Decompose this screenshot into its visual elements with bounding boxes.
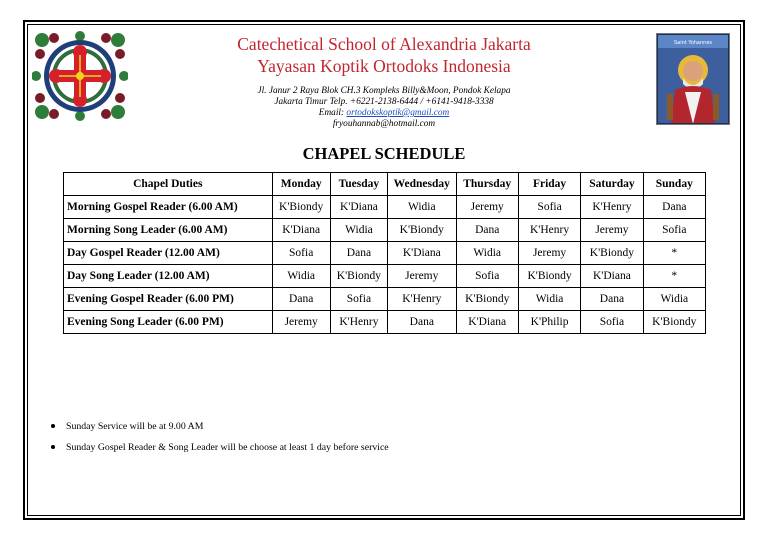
table-row [64, 288, 706, 311]
duty-cell: Evening Gospel Reader (6.00 PM) [64, 288, 273, 311]
table-row [64, 196, 706, 219]
duty-cell: Day Song Leader (12.00 AM) [64, 265, 273, 288]
foundation-name: Yayasan Koptik Ortodoks Indonesia [257, 56, 511, 76]
duty-cell: Evening Song Leader (6.00 PM) [64, 311, 273, 334]
table-cell: K'Biondy [581, 242, 643, 265]
table-cell: K'Biondy [643, 311, 705, 334]
table-row [64, 219, 706, 242]
table-cell: Dana [272, 288, 330, 311]
email-link[interactable]: ortodokskoptik@gmail.com [346, 108, 450, 118]
table-cell: Sofia [518, 196, 580, 219]
email-label: Email: [318, 108, 345, 118]
column-header: Thursday [456, 173, 518, 196]
table-cell: K'Biondy [388, 219, 456, 242]
table-cell: Widia [272, 265, 330, 288]
table-cell: K'Henry [388, 288, 456, 311]
table-cell: Dana [456, 219, 518, 242]
column-header: Sunday [643, 173, 705, 196]
table-cell: K'Philip [518, 311, 580, 334]
duty-cell: Morning Song Leader (6.00 AM) [64, 219, 273, 242]
table-cell: Widia [456, 242, 518, 265]
table-header-row [64, 173, 706, 196]
column-header: Tuesday [330, 173, 387, 196]
table-cell: Dana [330, 242, 387, 265]
table-cell: K'Diana [456, 311, 518, 334]
table-cell: Jeremy [456, 196, 518, 219]
table-cell: Sofia [330, 288, 387, 311]
table-cell: Dana [581, 288, 643, 311]
document-title: CHAPEL SCHEDULE [302, 144, 466, 163]
list-item [47, 442, 389, 453]
bullet-icon [51, 445, 55, 449]
saint-portrait-icon [657, 34, 729, 124]
notes-list [47, 421, 389, 463]
school-name: Catechetical School of Alexandria Jakarta [237, 34, 531, 54]
table-cell: K'Biondy [518, 265, 580, 288]
table-cell: K'Biondy [330, 265, 387, 288]
bullet-icon [51, 424, 55, 428]
table-cell: Sofia [643, 219, 705, 242]
table-cell: K'Henry [581, 196, 643, 219]
duty-cell: Day Gospel Reader (12.00 AM) [64, 242, 273, 265]
chapel-schedule-table [63, 172, 706, 334]
note-text: Sunday Gospel Reader & Song Leader will be choose at least 1 day before service [66, 442, 389, 453]
table-cell: Dana [388, 311, 456, 334]
cross-emblem-logo [32, 30, 128, 122]
column-header: Chapel Duties [64, 173, 273, 196]
table-cell: K'Biondy [456, 288, 518, 311]
table-row [64, 265, 706, 288]
table-cell: K'Diana [330, 196, 387, 219]
table-cell: Jeremy [518, 242, 580, 265]
column-header: Monday [272, 173, 330, 196]
table-cell: Sofia [272, 242, 330, 265]
list-item [47, 421, 389, 432]
table-cell: Widia [388, 196, 456, 219]
duty-cell: Morning Gospel Reader (6.00 AM) [64, 196, 273, 219]
table-row [64, 242, 706, 265]
table-cell: K'Henry [330, 311, 387, 334]
table-cell: * [643, 265, 705, 288]
table-cell: * [643, 242, 705, 265]
table-cell: Sofia [581, 311, 643, 334]
table-cell: K'Biondy [272, 196, 330, 219]
table-row [64, 311, 706, 334]
table-cell: Dana [643, 196, 705, 219]
column-header: Saturday [581, 173, 643, 196]
table-cell: Jeremy [272, 311, 330, 334]
address-line-1: Jl. Janur 2 Raya Blok CH.3 Kompleks Billy&Moon, Pondok Kelapa [257, 86, 511, 96]
saint-icon-logo [656, 33, 730, 125]
table-cell: K'Diana [272, 219, 330, 242]
email-line [130, 108, 638, 119]
table-cell: Widia [518, 288, 580, 311]
address-line-2: Jakarta Timur Telp. +6221-2138-6444 / +6141-9418-3338 [274, 97, 494, 107]
table-cell: Jeremy [581, 219, 643, 242]
column-header: Friday [518, 173, 580, 196]
table-cell: K'Henry [518, 219, 580, 242]
cross-emblem-icon [32, 30, 128, 122]
secondary-email: fryouhannab@hotmail.com [332, 119, 436, 129]
table-cell: K'Diana [388, 242, 456, 265]
table-cell: Jeremy [388, 265, 456, 288]
saint-caption: Saint Yohannes [673, 40, 713, 46]
note-text: Sunday Service will be at 9.00 AM [66, 421, 204, 432]
table-cell: Sofia [456, 265, 518, 288]
table-cell: Widia [330, 219, 387, 242]
table-cell: Widia [643, 288, 705, 311]
column-header: Wednesday [388, 173, 456, 196]
table-cell: K'Diana [581, 265, 643, 288]
